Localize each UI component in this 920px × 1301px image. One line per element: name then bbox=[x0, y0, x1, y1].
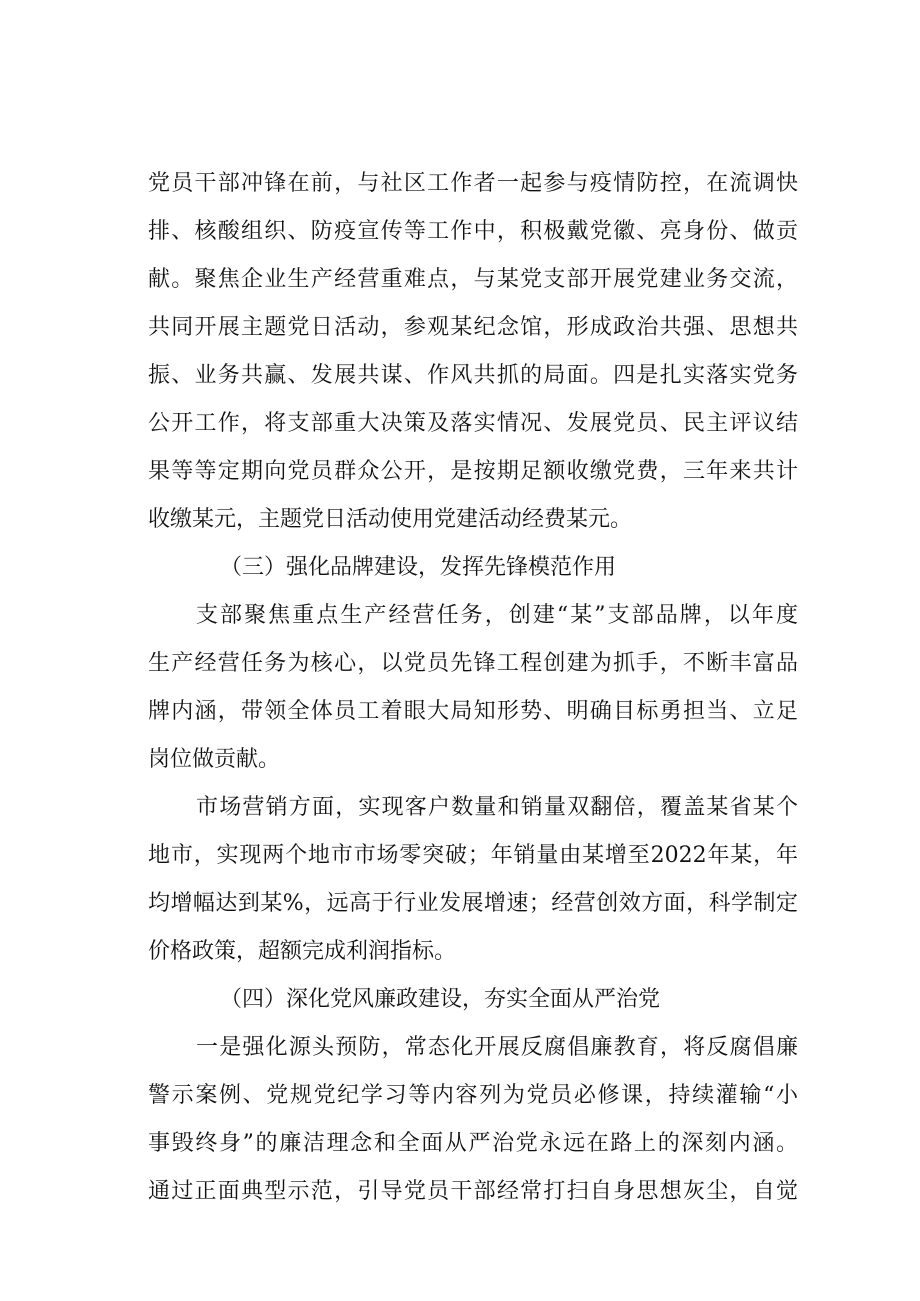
text-line: 公开工作，将支部重大决策及落实情况、发展党员、民主评议结 bbox=[148, 411, 798, 436]
text-line: 警示案例、党规党纪学习等内容列为党员必修课，持续灌输“小 bbox=[148, 1083, 798, 1108]
text-line: 地市，实现两个地市市场零突破；年销量由某增至2022年某，年 bbox=[148, 843, 798, 868]
text-line: 均增幅达到某%，远高于行业发展增速；经营创效方面，科学制定 bbox=[148, 891, 798, 916]
text-line: 振、业务共赢、发展共谋、作风共抓的局面。四是扎实落实党务 bbox=[148, 363, 798, 388]
text-line: 一是强化源头预防，常态化开展反腐倡廉教育，将反腐倡廉 bbox=[196, 1035, 798, 1060]
text-line: 市场营销方面，实现客户数量和销量双翻倍，覆盖某省某个 bbox=[196, 795, 798, 820]
text-line: 生产经营任务为核心，以党员先锋工程创建为抓手，不断丰富品 bbox=[148, 651, 798, 676]
text-line: 通过正面典型示范，引导党员干部经常打扫自身思想灰尘，自觉 bbox=[148, 1179, 798, 1204]
section-heading: （四）深化党风廉政建设，夯实全面从严治党 bbox=[220, 987, 661, 1012]
text-line: 共同开展主题党日活动，参观某纪念馆，形成政治共强、思想共 bbox=[148, 315, 798, 340]
text-line: 牌内涵，带领全体员工着眼大局知形势、明确目标勇担当、立足 bbox=[148, 699, 798, 724]
text-line: 支部聚焦重点生产经营任务，创建“某”支部品牌，以年度 bbox=[196, 603, 798, 628]
text-line: 收缴某元，主题党日活动使用党建活动经费某元。 bbox=[148, 507, 633, 532]
document-body bbox=[148, 160, 798, 1216]
text-line: 岗位做贡献。 bbox=[148, 747, 281, 772]
text-line: 事毁终身”的廉洁理念和全面从严治党永远在路上的深刻内涵。 bbox=[148, 1131, 798, 1156]
text-line: 价格政策，超额完成利润指标。 bbox=[148, 939, 457, 964]
section-heading: （三）强化品牌建设，发挥先锋模范作用 bbox=[220, 555, 617, 580]
text-line: 献。聚焦企业生产经营重难点，与某党支部开展党建业务交流， bbox=[148, 267, 798, 292]
text-line: 党员干部冲锋在前，与社区工作者一起参与疫情防控，在流调快 bbox=[148, 171, 798, 196]
text-line: 果等等定期向党员群众公开，是按期足额收缴党费，三年来共计 bbox=[148, 459, 798, 484]
text-line: 排、核酸组织、防疫宣传等工作中，积极戴党徽、亮身份、做贡 bbox=[148, 219, 798, 244]
